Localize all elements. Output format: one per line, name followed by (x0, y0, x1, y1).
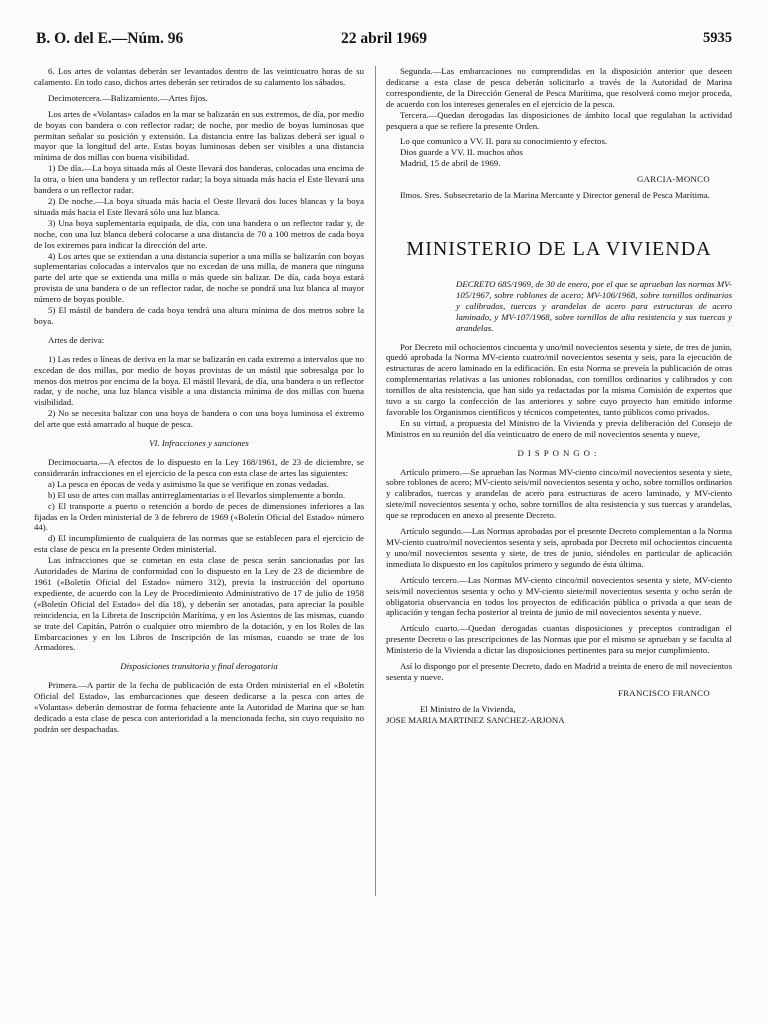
minister-name: JOSE MARIA MARTINEZ SANCHEZ-ARJONA (386, 714, 565, 725)
list-item: b) El uso de artes con mallas antirreglamentarias o el llevarlos simplemente a bordo. (48, 489, 346, 500)
list-item: c) El transporte a puerto o retención a bordo de peces de dimensiones inferiores a las fijadas en la Orden ministerial de 3 de febrero de 1969 («Boletín Oficial del Estado» número 44). (34, 500, 364, 533)
paragraph: Por Decreto mil ochocientos cincuenta y uno/mil novecientos sesenta y siete, de tres de junio, quedó aprobada la Norma MV-ciento cuatro/mil novecientos sesenta y seis, para la ejecución de estructuras de acero laminado en la edificación. En esta Norma se preveía la publicación de otras complementarias relativas a las uniones roblonadas, con tornillos ordinarios y calibrados y con tornillos de alta resistencia, que han sido ya redactadas por la misma Comisión de expertos que tuvo a su cargo la confección de las anteriores y sobre cuyo proyecto han emitido informe favorable los Organismos científicos y técnicos competentes, tanto públicos como privados. (386, 341, 732, 417)
paragraph: 1) De día.—La boya situada más al Oeste llevará dos banderas, colocadas una encima de la otra, o bien una bandera y un reflector radar; la boya situada más hacia el Este llevará una bandera o un reflector radar. (34, 163, 364, 196)
paragraph: En su virtud, a propuesta del Ministro de la Vivienda y previa deliberación del Consejo de Ministros en su reunión del día veinticuatro de enero de mil novecientos sesenta y nueve, (386, 417, 732, 439)
ministry-title: MINISTERIO DE LA VIVIENDA (406, 237, 712, 260)
list-item: a) La pesca en épocas de veda y asimismo la que se verifique en zonas vedadas. (48, 478, 329, 489)
minister-title: El Ministro de la Vivienda, (420, 703, 516, 714)
paragraph: 4) Los artes que se extiendan a una distancia superior a una milla se balizarán con boyas suplementarias colocadas a intervalos que no excedan de una milla, de manera que ninguna parte del arte que se extienda una milla o más quede sin balizar. De día, cada boya estará provista de una bandera o de un reflector radar, de noche se pondrá una luz blanca al mayor número de boyas posible. (34, 250, 364, 305)
section-heading: Decimotercera.—Balizamiento.—Artes fijos. (48, 92, 208, 103)
paragraph: 6. Los artes de volantas deberán ser levantados dentro de las veinticuatro horas de su calamento. En todo caso, dichos artes deberán ser retirados de su calamento los sábados. (34, 66, 364, 87)
subheading: Artes de deriva: (48, 334, 105, 345)
page-number: 5935 (703, 30, 732, 46)
article: Artículo cuarto.—Quedan derogadas cuantas disposiciones y preceptos contradigan el presente Decreto o las prescripciones de las Normas que por el mismo se aprueban y se faculta al Ministerio de la Vivienda a dictar las disposiciones pertinentes para su mejor cumplimiento. (386, 623, 732, 656)
issue-date: 22 abril 1969 (340, 30, 428, 47)
decree-heading: DECRETO 685/1969, de 30 de enero, por el que se aprueban las normas MV-105/1967, sobre roblones de acero; MV-106/1968, sobre tornillos ordinarios y calibrados, tuercas y arandelas de acero para estructuras de acero laminado, y MV-107/1968, sobre tornillos de alta resistencia y sus tuercas y arandelas. (456, 278, 732, 333)
paragraph: Los artes de «Volantas» calados en la mar se balizarán en sus extremos, de día, por medio de boyas con bandera o con reflector radar; de noche, por medio de boyas luminosas que permitan señalar su posición y extensión. La distancia entre las balizas deberá ser igual o mayor que la longitud del arte. Estas boyas luminosas deben ser visibles a una distancia mínima de dos millas con buena visibilidad. (34, 108, 364, 163)
dispongo-heading: DISPONGO: (517, 447, 601, 458)
paragraph: Las infracciones que se cometan en esta clase de pesca serán sancionadas por las Autoridades de Marina de conformidad con lo dispuesto en la Ley de 23 de diciembre de 1961 («Boletín Oficial del Estado» número 312), previa la instrucción del oportuno expediente, de acuerdo con la Ley de Procedimiento Administrativo de 17 de julio de 1958 («Boletín Oficial del Estado» del día 18), y deberán ser anotadas, para apreciar la posible reincidencia, en la Libreta de Inscripción Marítima, y en los Asientos de las mismas, cuando se trate del Capitán, Patrón o cualquier otro miembro de la dotación, y en los Roles de las Embarcaciones y en los Libros de Inscripción de las mismas, cuando se trate de los Armadores. (34, 555, 364, 653)
paragraph: Tercera.—Quedan derogadas las disposiciones de ámbito local que regulaban la actividad pesquera a que se refiere la presente Orden. (386, 109, 732, 131)
paragraph: Madrid, 15 de abril de 1969. (400, 158, 501, 169)
article: Artículo primero.—Se aprueban las Normas MV-ciento cinco/mil novecientos sesenta y siete, sobre roblones de acero; MV-ciento seis/mil novecientos sesenta y ocho, sobre tornillos ordinarios y calibrados, tuercas y arandelas de acero para estructuras de acero laminado, y MV-ciento siete/mil novecientos sesenta y ocho, sobre tornillos de alta resistencia y sus tuercas y arandelas, que se reproducen en anexo al presente Decreto. (386, 466, 732, 521)
column-divider (375, 66, 376, 896)
paragraph: Dios guarde a VV. II. muchos años (400, 147, 523, 158)
paragraph: Decimocuarta.—A efectos de lo dispuesto en la Ley 168/1961, de 23 de diciembre, se considerarán infracciones en el ejercicio de la pesca con esta clase de artes las siguientes: (34, 457, 364, 478)
left-column (34, 66, 364, 735)
signature: GARCIA-MONCO (637, 174, 710, 185)
addressee: Ilmos. Sres. Subsecretario de la Marina Mercante y Director general de Pesca Marítima. (400, 190, 710, 201)
paragraph: 2) No se necesita balizar con una boya de bandera o con una boya luminosa el extremo del arte que está amarrado al buque de pesca. (34, 408, 364, 430)
paragraph: Segunda.—Las embarcaciones no comprendidas en la disposición anterior que deseen dedicarse a esta clase de pesca deberán solicitarlo a través de la Autoridad de Marina correspondiente, de la Dirección General de Pesca Marítima, que resolverá como mejor proceda, de acuerdo con los intereses generales en el ejercicio de la pesca. (386, 66, 732, 109)
paragraph: 3) Una boya suplementaria equipada, de día, con una bandera o un reflector radar y, de noche, con una luz blanca deberá colocarse a una distancia de 70 a 100 metros de cada boya de los extremos para indicar la dirección del arte. (34, 217, 364, 250)
right-column (386, 66, 732, 726)
list-item: d) El incumplimiento de cualquiera de las normas que se establecen para el ejercicio de esta clase de pesca en la presente Orden ministerial. (34, 533, 364, 555)
paragraph: 5) El mástil de bandera de cada boya tendrá una altura mínima de dos metros sobre la boya. (34, 305, 364, 326)
section-title: Disposiciones transitoria y final derogatoria (120, 661, 278, 672)
article: Artículo tercero.—Las Normas MV-ciento cinco/mil novecientos sesenta y siete, MV-ciento seis/mil novecientos sesenta y ocho y MV-ciento siete/mil novecientos sesenta y ocho serán de obligatoria observancia en todos los proyectos de edificación pública o privada a que sean de aplicación y tengan fecha posterior al treinta de junio de mil novecientos sesenta y nueve. (386, 574, 732, 618)
gazette-issue: B. O. del E.—Núm. 96 (36, 30, 184, 47)
paragraph: Lo que comunico a VV. II. para su conocimiento y efectos. (400, 136, 608, 147)
paragraph: 2) De noche.—La boya situada más hacia el Oeste llevará dos luces blancas y la boya situada más hacia el Este llevará sólo una luz blanca. (34, 195, 364, 217)
article: Artículo segundo.—Las Normas aprobadas por el presente Decreto complementan a la Norma MV-ciento cuatro/mil novecientos sesenta y seis, aprobada por Decreto mil ochocientos cincuenta y uno/mil novecientos sesenta y siete, de tres de junio, siéndoles en particular de aplicación inmediata lo dispuesto en los capítulos primero y segundo de ésta última. (386, 526, 732, 569)
page-header (36, 30, 732, 54)
paragraph: 1) Las redes o líneas de deriva en la mar se balizarán en cada extremo a intervalos que no excedan de dos millas, por medio de boyas provistas de un mástil que sobresalga por lo menos dos metros por encima de la boya. El mástil llevará, de día, una bandera o un reflector radar, y de noche, una luz blanca visible a una distancia mínima de dos millas con buena visibilidad. (34, 353, 364, 408)
section-title: VI. Infracciones y sanciones (149, 438, 249, 449)
signature: FRANCISCO FRANCO (617, 687, 710, 698)
paragraph: Primera.—A partir de la fecha de publicación de esta Orden ministerial en el «Boletín Oficial del Estado», las embarcaciones que deseen dedicarse a la pesca con artes de «Volantas» deberán demostrar de forma fehaciente ante la Autoridad de Marina que se han dedicado a esta clase de pesca con anterioridad a la mencionada fecha, sin cuyo requisito no podrán ser despachadas. (34, 680, 364, 734)
paragraph: Así lo dispongo por el presente Decreto, dado en Madrid a treinta de enero de mil novecientos sesenta y nueve. (386, 661, 732, 682)
